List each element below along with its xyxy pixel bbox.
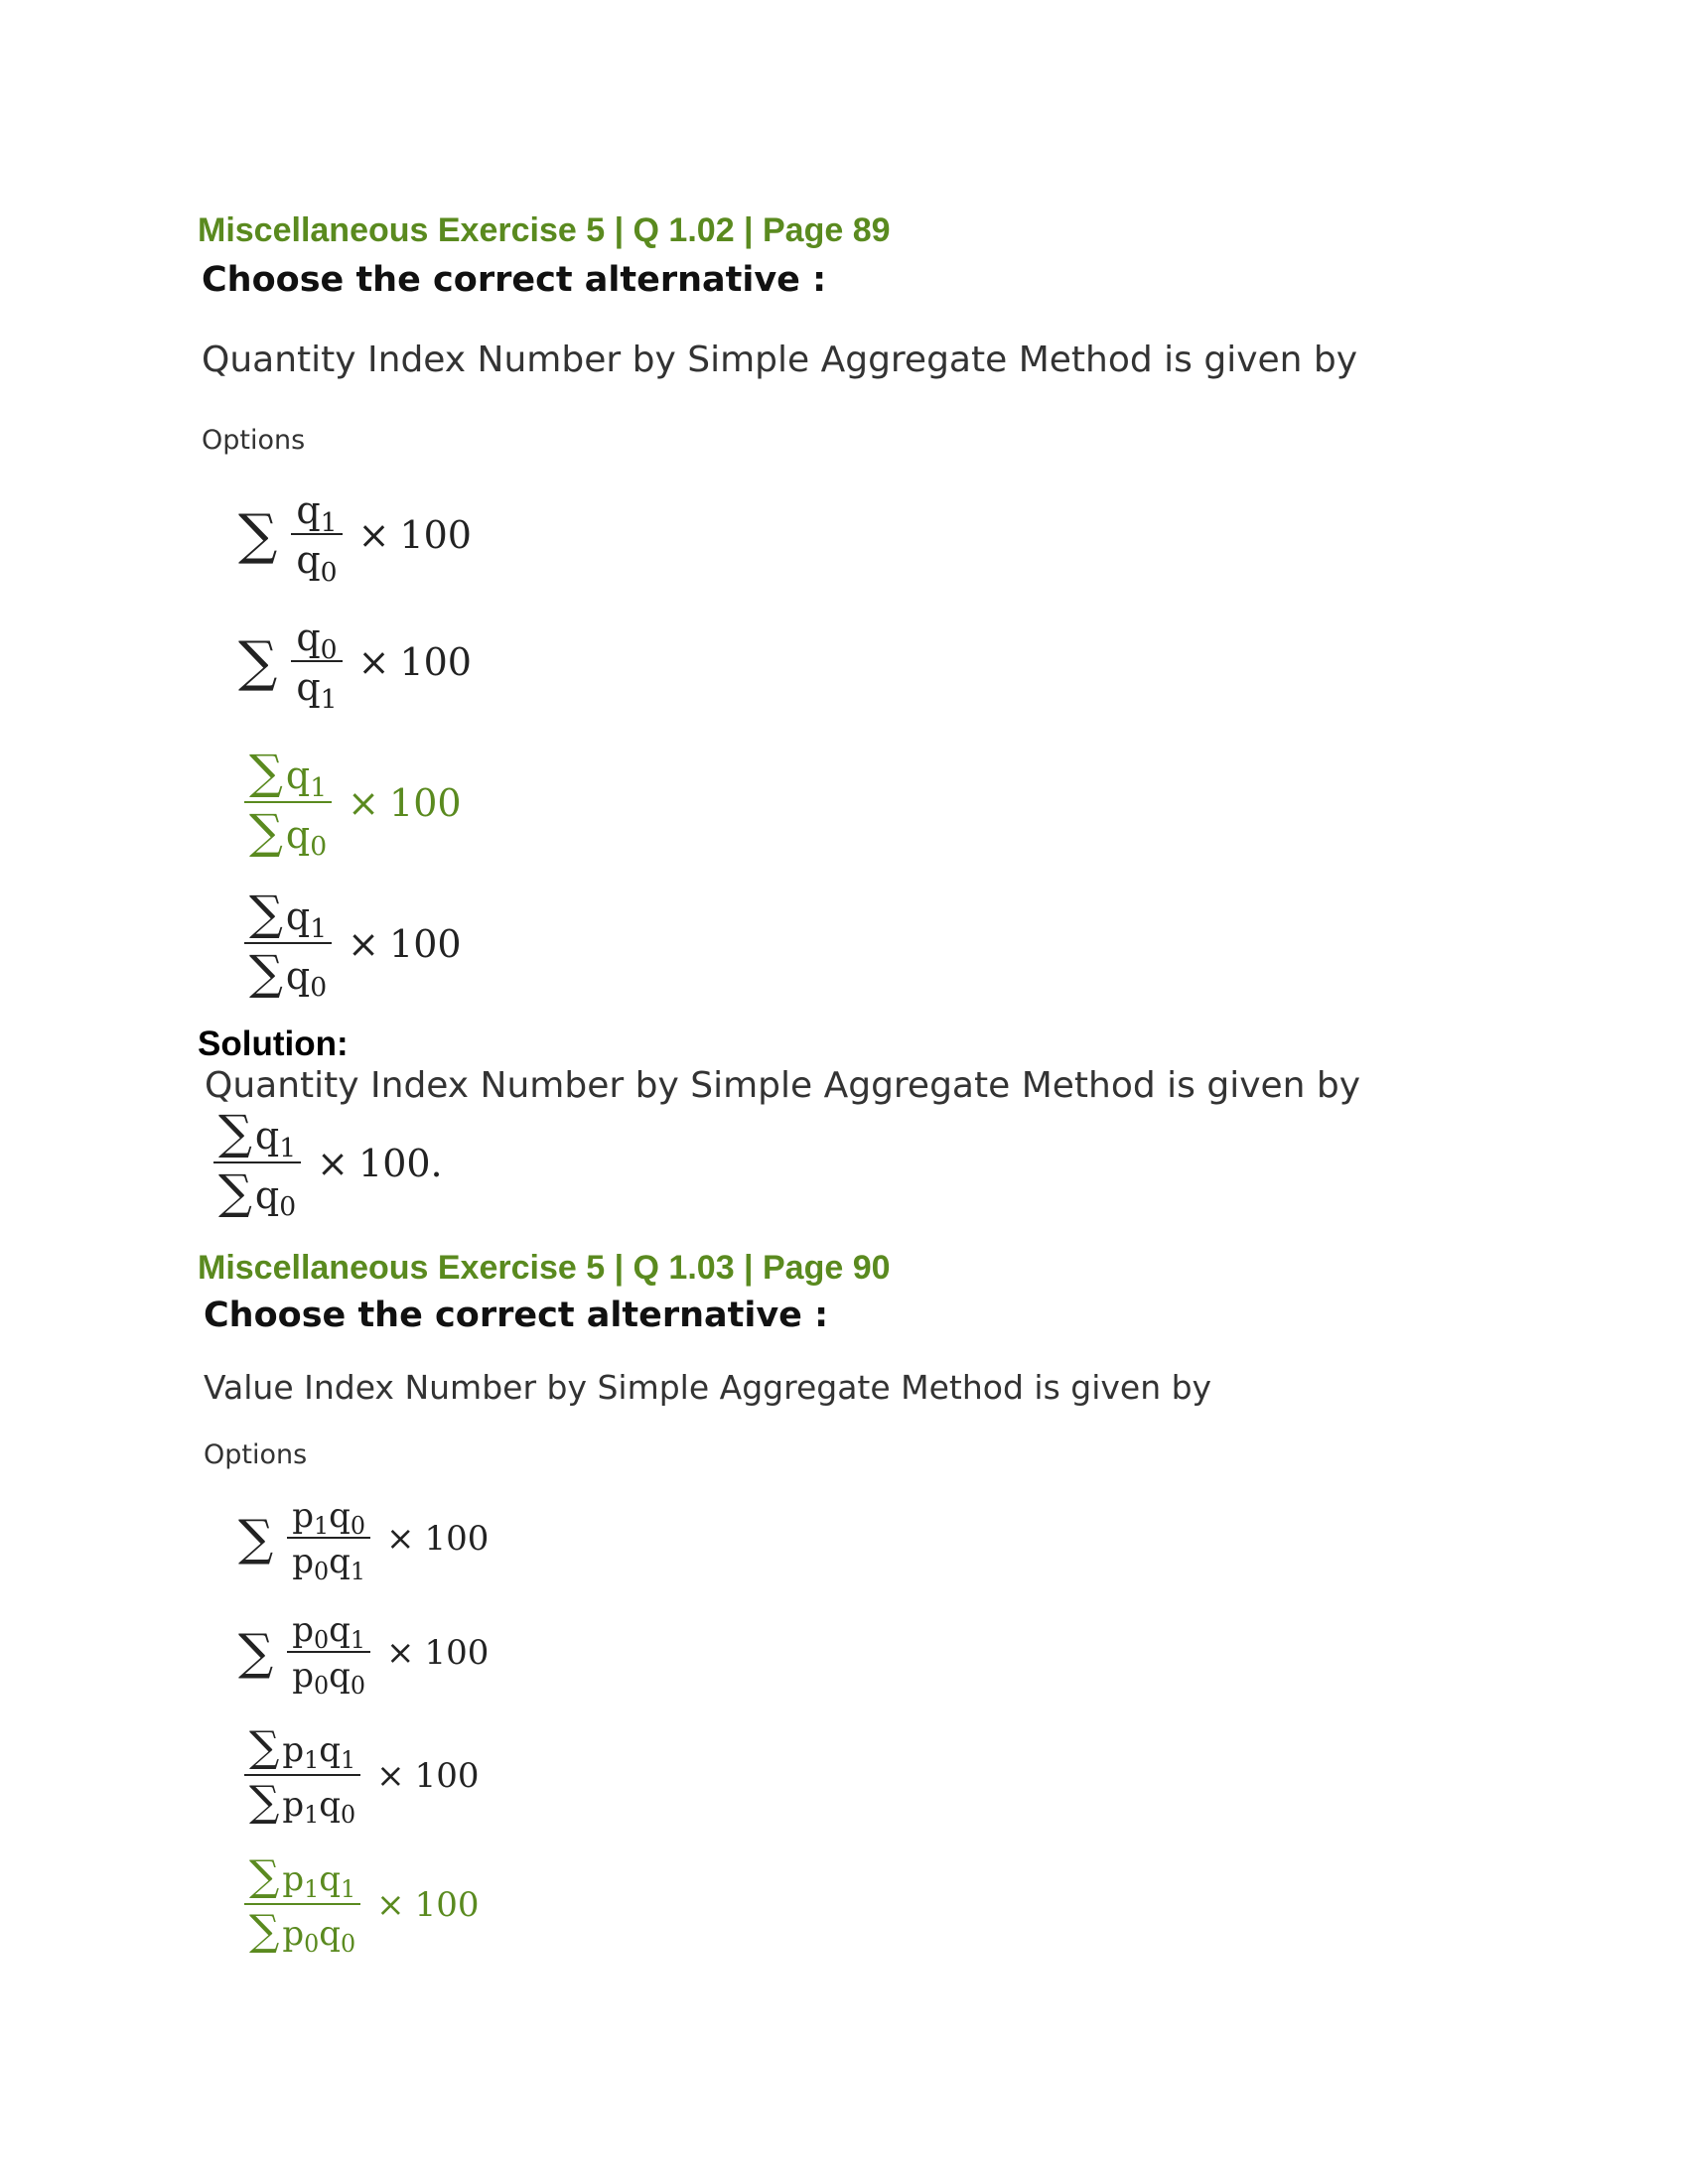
q1-option-c[interactable]: ∑ q 1 ∑ q 0 × 100 [234,750,462,856]
q2-prompt: Choose the correct alternative : [204,1296,829,1335]
q2-option-a[interactable]: ∑ p 1 q 0 p 0 q 1 × 100 [238,1496,490,1586]
q1-options-label: Options [202,425,306,456]
q1-solution-label: Solution: [198,1024,349,1063]
q1-question: Quantity Index Number by Simple Aggregate Method is given by [202,340,1358,380]
q2-option-c[interactable]: ∑ p 1 q 1 ∑ p 1 q 0 × 100 [234,1727,480,1824]
q1-solution-text: Quantity Index Number by Simple Aggregate Method is given by [205,1065,1361,1106]
sigma-symbol: ∑ [238,629,278,694]
q1-option-b[interactable]: ∑ q 0 q 1 × 100 [238,615,472,715]
q1-solution-formula: ∑ q 1 ∑ q 0 × 100. [204,1110,443,1216]
q1-option-d[interactable]: ∑ q 1 ∑ q 0 × 100 [234,890,462,997]
q2-option-d[interactable]: ∑ p 1 q 1 ∑ p 0 q 0 × 100 [234,1856,480,1953]
q2-options-label: Options [204,1439,308,1470]
sigma-symbol: ∑ [238,1623,274,1682]
q1-heading: Miscellaneous Exercise 5 | Q 1.02 | Page 89 [198,211,891,249]
q1-option-a[interactable]: ∑ q 1 q 0 × 100 [238,488,472,588]
q1-prompt: Choose the correct alternative : [202,260,827,300]
q2-heading: Miscellaneous Exercise 5 | Q 1.03 | Page 90 [198,1249,891,1287]
q2-question: Value Index Number by Simple Aggregate Method is given by [204,1368,1212,1407]
sigma-symbol: ∑ [238,1509,274,1568]
q2-option-b[interactable]: ∑ p 0 q 1 p 0 q 0 × 100 [238,1610,490,1701]
sigma-symbol: ∑ [238,502,278,567]
